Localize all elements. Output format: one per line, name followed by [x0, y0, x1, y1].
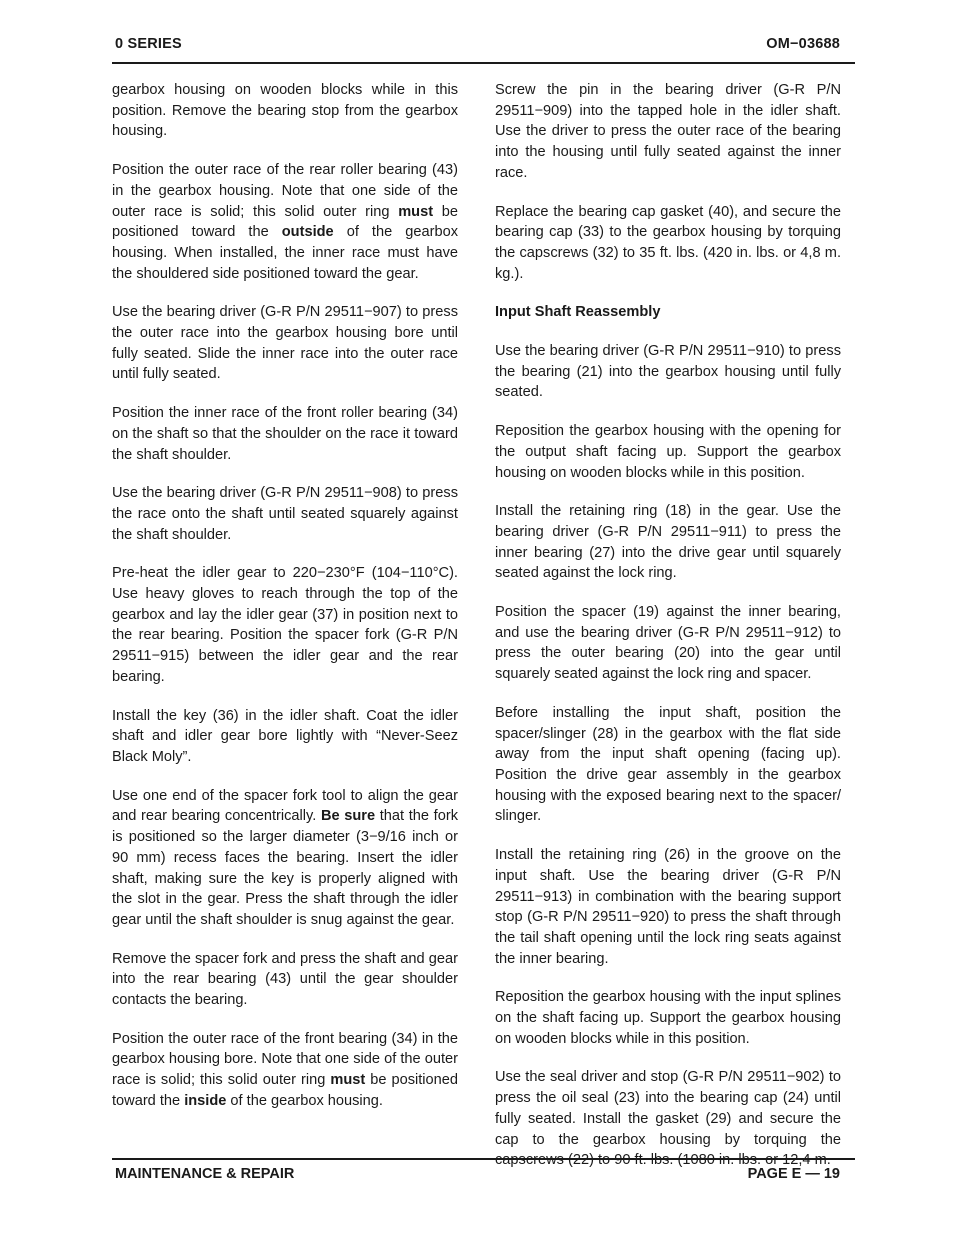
footer-page-number: PAGE E — 19 [747, 1166, 840, 1182]
text-run: be positioned toward the [112, 1072, 458, 1109]
emphasis-text: must [330, 1072, 366, 1089]
paragraph [112, 786, 458, 931]
section-heading [495, 302, 841, 323]
paragraph [495, 501, 841, 584]
text-run: Position the spacer (19) against the inner bearing, and use the bearing driver (G-R P/N 29511−912) to press the outer bearing (20) into the gear until squarely seated against the lock ring and spacer. [495, 604, 841, 683]
text-run: Install the key (36) in the idler shaft. Coat the idler shaft and idler gear bore lightly with “Never-Seez Black Moly”. [112, 707, 458, 765]
paragraph [112, 706, 458, 768]
text-run: Use the seal driver and stop (G-R P/N 29511−902) to press the oil seal (23) into the bearing cap (24) until fully seated. Install the gasket (29) and secure the cap to the gearbox housing by torquing the capscrews (22) to 90 ft. lbs. (1080 in. lbs. or 12,4 m. [495, 1069, 841, 1169]
text-run: be positioned toward the [112, 203, 458, 241]
text-run: of the gearbox housing. When installed, the inner race must have the shouldered side positioned toward the gear. [112, 224, 458, 282]
footer-section: MAINTENANCE & REPAIR [115, 1166, 295, 1182]
emphasis-text: must [398, 203, 434, 220]
text-run: Reposition the gearbox housing with the input splines on the shaft facing up. Support the gearbox housing on wooden blocks while in this position. [495, 989, 841, 1047]
footer-rule [112, 1158, 855, 1160]
text-run: Use the bearing driver (G-R P/N 29511−908) to press the race onto the shaft until seated squarely against the shaft shoulder. [112, 485, 458, 543]
paragraph [112, 483, 458, 545]
paragraph [112, 302, 458, 385]
paragraph [495, 1067, 841, 1171]
text-run: Position the outer race of the front bearing (34) in the gearbox housing bore. Note that one side of the outer race is solid; this solid outer ring [112, 1030, 458, 1089]
text-run: Reposition the gearbox housing with the opening for the output shaft facing up. Support the gearbox housing on wooden blocks while in this position. [495, 423, 841, 481]
text-run: Use the bearing driver (G-R P/N 29511−910) to press the bearing (21) into the gearbox housing until fully seated. [495, 343, 841, 401]
text-run: of the gearbox housing. [226, 1092, 383, 1109]
text-run: Use one end of the spacer fork tool to align the gear and rear bearing concentrically. [112, 787, 458, 825]
header-doc-number: OM−03688 [766, 36, 840, 52]
paragraph [495, 602, 841, 685]
text-run: Input Shaft Reassembly [495, 304, 661, 321]
text-run: that the fork is positioned so the larger diameter (3−9/16 inch or 90 mm) recess faces the bearing. Insert the idler shaft, making sure the key is properly aligned with the slot in the gear. Press the shaft through the idler gear until the shaft shoulder is snug against the gear. [112, 808, 458, 928]
paragraph [112, 80, 458, 142]
paragraph [112, 1029, 458, 1112]
paragraph [495, 202, 841, 285]
left-text-column [112, 80, 458, 1112]
paragraph [495, 421, 841, 483]
text-run: Install the retaining ring (18) in the gear. Use the bearing driver (G-R P/N 29511−911) to press the inner bearing (27) into the drive gear until squarely seated against the lock ring. [495, 503, 841, 582]
text-run: Remove the spacer fork and press the shaft and gear into the rear bearing (43) until the gear shoulder contacts the bearing. [112, 950, 458, 1009]
paragraph [112, 563, 458, 687]
text-run: Before installing the input shaft, position the spacer/slinger (28) in the gearbox with the flat side away from the input shaft opening (facing up). Position the drive gear assembly in the gearbox housing with the exposed bearing next to the spacer/ slinger. [495, 704, 841, 825]
emphasis-text: Be sure [320, 808, 376, 825]
text-run: Position the inner race of the front roller bearing (34) on the shaft so that the shoulder on the race it toward the shaft shoulder. [112, 405, 458, 463]
text-run: Replace the bearing cap gasket (40), and secure the bearing cap (33) to the gearbox housing by torquing the capscrews (32) to 35 ft. lbs. (420 in. lbs. or 4,8 m. kg.). [495, 203, 841, 282]
emphasis-text: outside [281, 224, 334, 241]
paragraph [112, 160, 458, 284]
text-run: Use the bearing driver (G-R P/N 29511−907) to press the outer race into the gearbox housing bore until fully seated. Slide the inner race into the outer race until fully seated. [112, 304, 458, 383]
paragraph [495, 703, 841, 827]
text-run: Pre-heat the idler gear to 220−230°F (104−110°C). Use heavy gloves to reach through the top of the gearbox and lay the idler gear (37) in position next to the rear bearing. Position the spacer fork (G-R P/N 29511−915) between the idler gear and the rear bearing. [112, 565, 458, 685]
paragraph [495, 987, 841, 1049]
text-run: Install the retaining ring (26) in the groove on the input shaft. Use the bearing driver (G-R P/N 29511−913) in combination with the bearing support stop (G-R P/N 29511−920) to press the shaft through the tail shaft opening until the lock ring seats against the inner bearing. [495, 847, 841, 967]
emphasis-text: inside [184, 1092, 227, 1109]
right-text-column [495, 80, 841, 1171]
paragraph [495, 80, 841, 184]
paragraph [495, 845, 841, 969]
text-run: Screw the pin in the bearing driver (G-R P/N 29511−909) into the tapped hole in the idler shaft. Use the driver to press the outer race of the bearing into the housing until fully seated against the inner race. [495, 82, 841, 181]
paragraph [495, 341, 841, 403]
text-run: gearbox housing on wooden blocks while in this position. Remove the bearing stop from the gearbox housing. [112, 82, 458, 140]
paragraph [112, 403, 458, 465]
header-rule [112, 62, 855, 64]
text-run: Position the outer race of the rear roller bearing (43) in the gearbox housing. Note that one side of the outer race is solid; this solid outer ring [112, 162, 458, 220]
paragraph [112, 949, 458, 1011]
header-series: 0 SERIES [115, 36, 182, 52]
